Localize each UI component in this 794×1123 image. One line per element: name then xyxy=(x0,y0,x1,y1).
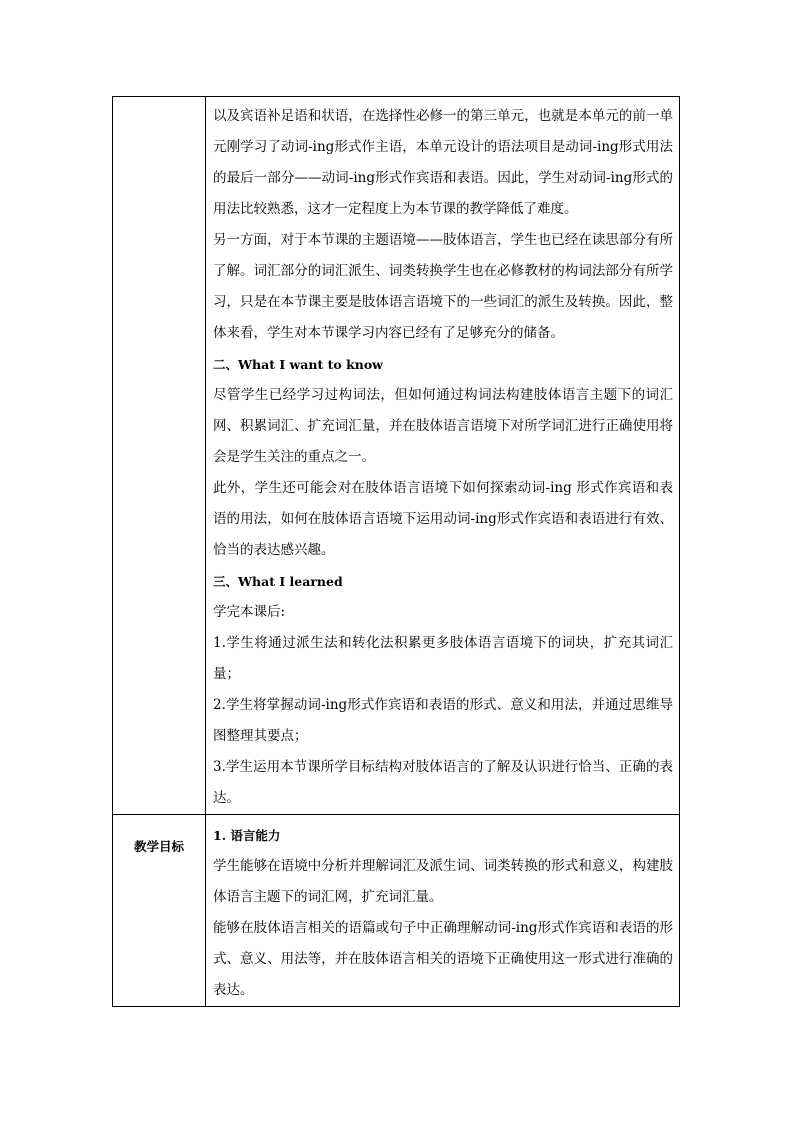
heading-what-i-learned: 三、What I learned xyxy=(213,574,343,589)
list-item-learned-2: 2.学生将掌握动词-ing形式作宾语和表语的形式、意义和用法，并通过思维导图整理其要点； xyxy=(213,697,673,744)
paragraph-topic-background: 另一方面，对于本节课的主题语境——肢体语言，学生也已经在读思部分有所了解。词汇部分的词汇派生、词类转换学生也在必修教材的构词法部分有所学习，只是在本节课主要是肢体语言语境下的一些词汇的派生及转换。因此，整体来看，学生对本节课学习内容已经有了足够充分的储备。 xyxy=(213,232,673,341)
row-label-teaching-objectives: 教学目标 xyxy=(133,839,184,854)
list-item-learned-3: 3.学生运用本节课所学目标结构对肢体语言的了解及认识进行恰当、正确的表达。 xyxy=(213,759,673,806)
list-item-learned-1: 1.学生将通过派生法和转化法积累更多肢体语言语境下的词块，扩充其词汇量； xyxy=(213,635,673,682)
row-label-cell-empty xyxy=(113,97,206,815)
paragraph-grammar-background: 以及宾语补足语和状语，在选择性必修一的第三单元，也就是本单元的前一单元刚学习了动词-ing形式作主语，本单元设计的语法项目是动词-ing形式用法的最后一部分——动词-ing形式作宾语和表语。因此，学生对动词-ing形式的用法比较熟悉，这才一定程度上为本节课的教学降低了难度。 xyxy=(213,108,673,217)
paragraph-after-lesson: 学完本课后: xyxy=(213,604,286,620)
row-label xyxy=(113,97,205,115)
heading-language-ability: 1. 语言能力 xyxy=(213,828,281,843)
paragraph-objective-grammar: 能够在肢体语言相关的语篇或句子中正确理解动词-ing形式作宾语和表语的形式、意义、用法等，并在肢体语言相关的语境下正确使用这一形式进行准确的表达。 xyxy=(213,920,673,998)
row-content-cell xyxy=(206,97,680,815)
paragraph-objective-vocabulary: 学生能够在语境中分析并理解词汇及派生词、词类转换的形式和意义，构建肢体语言主题下的词汇网，扩充词汇量。 xyxy=(213,858,673,905)
row-label-cell-teaching-objectives xyxy=(113,815,206,1007)
heading-what-i-want-to-know: 二、What I want to know xyxy=(213,357,383,372)
paragraph-want-to-know-1: 尽管学生已经学习过构词法，但如何通过构词法构建肢体语言主题下的词汇网、积累词汇、扩充词汇量，并在肢体语言语境下对所学词汇进行正确使用将会是学生关注的重点之一。 xyxy=(213,387,673,465)
table-row-learner-analysis xyxy=(113,97,680,815)
paragraph-want-to-know-2: 此外，学生还可能会对在肢体语言语境下如何探索动词-ing 形式作宾语和表语的用法，如何在肢体语言语境下运用动词-ing形式作宾语和表语进行有效、恰当的表达感兴趣。 xyxy=(213,480,673,558)
row-content-cell xyxy=(206,815,680,1007)
table-row-teaching-objectives xyxy=(113,815,680,1007)
lesson-plan-table xyxy=(112,96,680,1007)
